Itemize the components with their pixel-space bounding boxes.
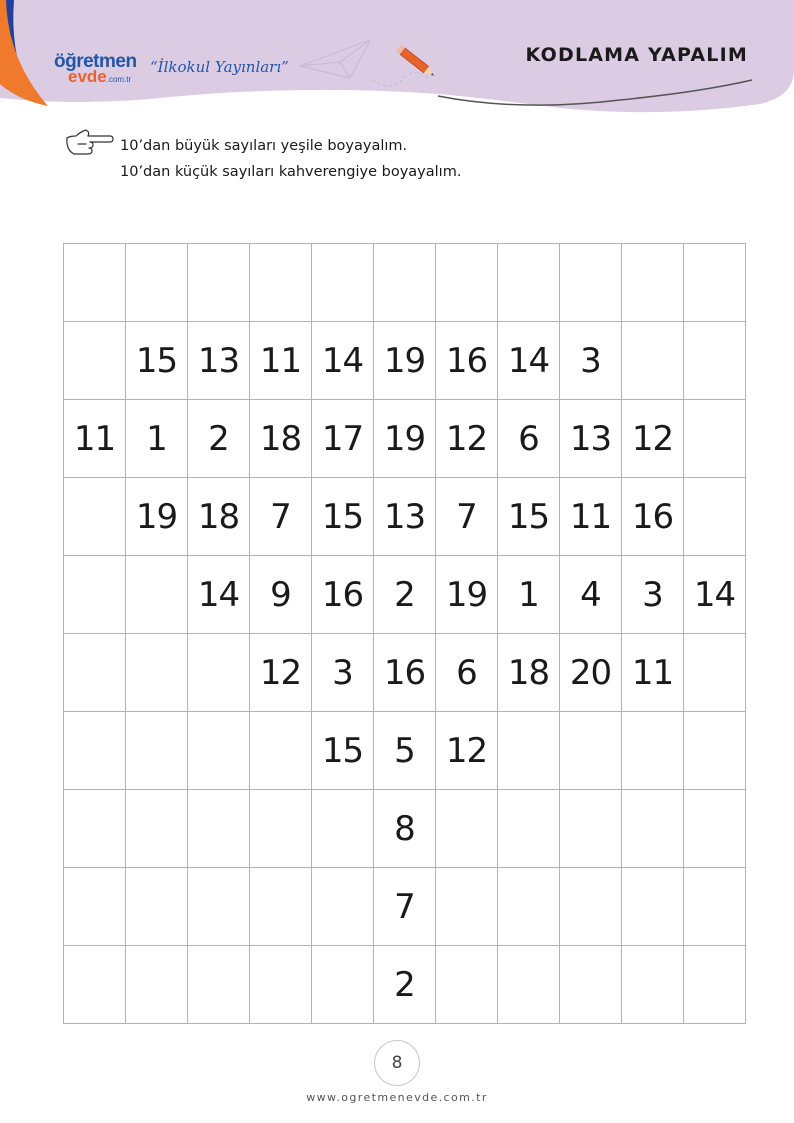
grid-cell[interactable] bbox=[436, 868, 498, 946]
grid-cell[interactable] bbox=[622, 790, 684, 868]
grid-cell[interactable]: 12 bbox=[436, 400, 498, 478]
grid-cell[interactable] bbox=[622, 322, 684, 400]
grid-cell[interactable]: 19 bbox=[374, 400, 436, 478]
grid-cell[interactable]: 13 bbox=[188, 322, 250, 400]
grid-cell[interactable] bbox=[126, 712, 188, 790]
publisher-name: “İlkokul Yayınları” bbox=[150, 58, 289, 76]
grid-cell[interactable]: 11 bbox=[250, 322, 312, 400]
grid-cell[interactable] bbox=[188, 712, 250, 790]
grid-row bbox=[64, 244, 746, 322]
grid-cell[interactable] bbox=[126, 790, 188, 868]
grid-cell[interactable]: 7 bbox=[374, 868, 436, 946]
grid-cell[interactable]: 6 bbox=[498, 400, 560, 478]
grid-cell[interactable]: 18 bbox=[250, 400, 312, 478]
grid-cell[interactable] bbox=[64, 556, 126, 634]
grid-cell[interactable] bbox=[498, 946, 560, 1024]
grid-cell[interactable] bbox=[188, 790, 250, 868]
grid-cell[interactable] bbox=[188, 634, 250, 712]
brand-logo[interactable] bbox=[54, 52, 137, 85]
grid-cell[interactable]: 3 bbox=[622, 556, 684, 634]
grid-cell[interactable]: 6 bbox=[436, 634, 498, 712]
grid-cell[interactable] bbox=[560, 244, 622, 322]
logo-text-bottom bbox=[68, 68, 137, 85]
grid-cell[interactable] bbox=[188, 244, 250, 322]
grid-row bbox=[64, 322, 746, 400]
grid-cell[interactable] bbox=[188, 868, 250, 946]
grid-cell[interactable]: 3 bbox=[312, 634, 374, 712]
grid-cell[interactable] bbox=[684, 478, 746, 556]
grid-cell[interactable] bbox=[312, 946, 374, 1024]
grid-cell[interactable]: 3 bbox=[560, 322, 622, 400]
grid-cell[interactable]: 14 bbox=[684, 556, 746, 634]
grid-cell[interactable]: 14 bbox=[312, 322, 374, 400]
grid-cell[interactable] bbox=[684, 712, 746, 790]
grid-cell[interactable] bbox=[498, 244, 560, 322]
grid-cell[interactable]: 18 bbox=[498, 634, 560, 712]
grid-cell[interactable] bbox=[250, 946, 312, 1024]
grid-cell[interactable]: 16 bbox=[622, 478, 684, 556]
grid-cell[interactable]: 19 bbox=[126, 478, 188, 556]
grid-cell[interactable] bbox=[560, 946, 622, 1024]
grid-cell[interactable]: 15 bbox=[312, 478, 374, 556]
grid-cell[interactable] bbox=[684, 322, 746, 400]
grid-cell[interactable]: 18 bbox=[188, 478, 250, 556]
grid-cell[interactable] bbox=[312, 790, 374, 868]
grid-cell[interactable] bbox=[64, 868, 126, 946]
grid-cell[interactable]: 8 bbox=[374, 790, 436, 868]
grid-cell[interactable]: 11 bbox=[64, 400, 126, 478]
grid-cell[interactable] bbox=[684, 868, 746, 946]
grid-cell[interactable] bbox=[436, 790, 498, 868]
grid-row bbox=[64, 400, 746, 478]
grid-cell[interactable] bbox=[64, 634, 126, 712]
grid-cell[interactable] bbox=[64, 712, 126, 790]
grid-cell[interactable]: 7 bbox=[436, 478, 498, 556]
grid-cell[interactable] bbox=[126, 634, 188, 712]
grid-cell[interactable] bbox=[312, 868, 374, 946]
grid-cell[interactable] bbox=[560, 868, 622, 946]
grid-cell[interactable] bbox=[64, 946, 126, 1024]
coding-grid bbox=[63, 243, 746, 1024]
grid-cell[interactable]: 14 bbox=[498, 322, 560, 400]
grid-cell[interactable] bbox=[684, 244, 746, 322]
grid-cell[interactable]: 12 bbox=[250, 634, 312, 712]
grid-cell[interactable] bbox=[684, 790, 746, 868]
grid-cell[interactable] bbox=[64, 244, 126, 322]
grid-row bbox=[64, 634, 746, 712]
grid-cell[interactable] bbox=[250, 712, 312, 790]
grid-cell[interactable]: 13 bbox=[374, 478, 436, 556]
grid-cell[interactable]: 20 bbox=[560, 634, 622, 712]
grid-cell[interactable] bbox=[560, 712, 622, 790]
grid-row bbox=[64, 868, 746, 946]
grid-cell[interactable] bbox=[64, 322, 126, 400]
grid-cell[interactable] bbox=[374, 244, 436, 322]
grid-cell[interactable]: 16 bbox=[374, 634, 436, 712]
grid-row bbox=[64, 712, 746, 790]
grid-cell[interactable]: 9 bbox=[250, 556, 312, 634]
grid-cell[interactable]: 13 bbox=[560, 400, 622, 478]
logo-evde: evde bbox=[68, 67, 107, 86]
instructions bbox=[120, 133, 461, 185]
grid-row bbox=[64, 478, 746, 556]
grid-cell[interactable]: 12 bbox=[622, 400, 684, 478]
grid-cell[interactable] bbox=[560, 790, 622, 868]
grid-cell[interactable] bbox=[126, 946, 188, 1024]
grid-cell[interactable] bbox=[684, 946, 746, 1024]
instruction-line-1: 10’dan büyük sayıları yeşile boyayalım. bbox=[120, 138, 408, 154]
grid-cell[interactable] bbox=[498, 790, 560, 868]
grid-cell[interactable]: 12 bbox=[436, 712, 498, 790]
grid-cell[interactable] bbox=[684, 634, 746, 712]
grid-cell[interactable]: 2 bbox=[374, 556, 436, 634]
grid-cell[interactable] bbox=[188, 946, 250, 1024]
grid-cell[interactable] bbox=[684, 400, 746, 478]
grid-row bbox=[64, 556, 746, 634]
grid-cell[interactable] bbox=[622, 244, 684, 322]
grid-cell[interactable] bbox=[622, 946, 684, 1024]
grid-cell[interactable]: 16 bbox=[312, 556, 374, 634]
grid-cell[interactable] bbox=[250, 868, 312, 946]
grid-cell[interactable]: 7 bbox=[250, 478, 312, 556]
grid-cell[interactable]: 19 bbox=[436, 556, 498, 634]
grid-cell[interactable]: 2 bbox=[188, 400, 250, 478]
grid-cell[interactable] bbox=[436, 244, 498, 322]
grid-row bbox=[64, 790, 746, 868]
grid-cell[interactable]: 15 bbox=[126, 322, 188, 400]
grid-cell[interactable]: 11 bbox=[560, 478, 622, 556]
page-title: KODLAMA YAPALIM bbox=[525, 44, 748, 66]
grid-cell[interactable] bbox=[126, 868, 188, 946]
grid-cell[interactable]: 16 bbox=[436, 322, 498, 400]
grid-cell[interactable] bbox=[312, 244, 374, 322]
grid-cell[interactable] bbox=[64, 790, 126, 868]
grid-cell[interactable]: 1 bbox=[498, 556, 560, 634]
logo-domain: .com.tr bbox=[106, 75, 132, 84]
grid-cell[interactable] bbox=[498, 712, 560, 790]
grid-cell[interactable]: 5 bbox=[374, 712, 436, 790]
grid-cell[interactable] bbox=[64, 478, 126, 556]
grid-cell[interactable]: 4 bbox=[560, 556, 622, 634]
logo-text-top: öğretmen bbox=[54, 51, 137, 72]
grid-cell[interactable]: 2 bbox=[374, 946, 436, 1024]
grid-cell[interactable]: 15 bbox=[312, 712, 374, 790]
website-link[interactable]: www.ogretmenevde.com.tr bbox=[306, 1091, 488, 1104]
grid-cell[interactable] bbox=[250, 244, 312, 322]
grid-cell[interactable]: 17 bbox=[312, 400, 374, 478]
grid-row bbox=[64, 946, 746, 1024]
grid-cell[interactable] bbox=[436, 946, 498, 1024]
grid-cell[interactable]: 11 bbox=[622, 634, 684, 712]
grid-cell[interactable]: 14 bbox=[188, 556, 250, 634]
grid-cell[interactable] bbox=[126, 244, 188, 322]
page-number: 8 bbox=[374, 1040, 420, 1086]
pointing-hand-icon bbox=[64, 124, 114, 160]
grid-cell[interactable]: 1 bbox=[126, 400, 188, 478]
grid-cell[interactable] bbox=[126, 556, 188, 634]
grid-cell[interactable] bbox=[250, 790, 312, 868]
grid-cell[interactable]: 19 bbox=[374, 322, 436, 400]
grid-cell[interactable] bbox=[498, 868, 560, 946]
grid-cell[interactable] bbox=[622, 868, 684, 946]
grid-cell[interactable] bbox=[622, 712, 684, 790]
instruction-line-2: 10’dan küçük sayıları kahverengiye boyayalım. bbox=[120, 164, 462, 180]
grid-cell[interactable]: 15 bbox=[498, 478, 560, 556]
